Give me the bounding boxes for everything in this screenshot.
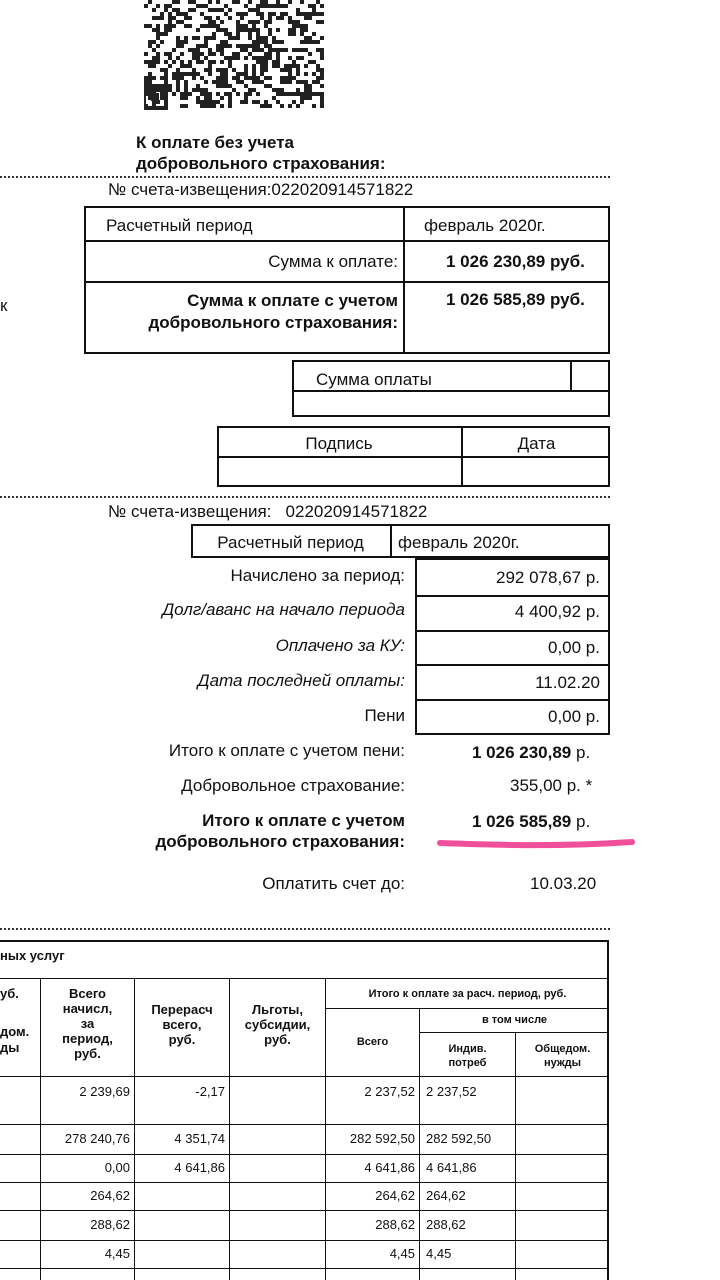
col-benefits-header: Льготы, субсидии, руб. <box>244 1002 311 1047</box>
paid-label: Оплачено за КУ: <box>275 636 405 655</box>
cell-indiv: 282 592,50 <box>426 1131 492 1146</box>
cell-all: 264,62 <box>375 1188 415 1203</box>
sum-label: Сумма к оплате: <box>268 252 398 271</box>
date-label: Дата <box>517 434 556 453</box>
cell-total: 2 239,69 <box>79 1084 130 1099</box>
receipt-account-number: № счета-извещения: 022020914571822 <box>108 502 428 521</box>
divider <box>0 496 610 498</box>
qr-code-image <box>144 0 324 110</box>
payment-amount-label: Сумма оплаты <box>316 370 432 389</box>
col-rub-fragment: уб. <box>0 986 19 1001</box>
cell-total: 4,45 <box>104 1246 130 1261</box>
cell-recalc: 4 351,74 <box>174 1131 225 1146</box>
col-total-header: Всего начисл, за период, руб. <box>62 986 113 1061</box>
col-all-header: Всего <box>356 1036 389 1048</box>
cell-all: 4 641,86 <box>364 1160 415 1175</box>
col-incl-header: в том числе <box>481 1014 548 1026</box>
cell-total: 0,00 <box>104 1160 130 1175</box>
last-payment-value: 11.02.20 <box>535 673 600 692</box>
debt-value: 4 400,92 р. <box>514 602 600 621</box>
left-fragment: к <box>0 296 8 315</box>
paid-value: 0,00 р. <box>548 638 600 657</box>
cell-indiv: 4 641,86 <box>426 1160 477 1175</box>
account-number: № счета-извещения:022020914571822 <box>108 180 414 199</box>
total-insurance-value: 1 026 585,89 р. <box>472 812 591 831</box>
last-payment-label: Дата последней оплаты: <box>197 671 405 690</box>
pay-by-value: 10.03.20 <box>530 874 597 893</box>
to-pay-label: К оплате без учета добровольного страхования: <box>136 133 386 173</box>
cell-indiv: 264,62 <box>426 1188 466 1203</box>
cell-total: 278 240,76 <box>64 1131 130 1146</box>
period-value: февраль 2020г. <box>424 216 546 235</box>
receipt-period-label: Расчетный период <box>217 533 364 552</box>
cell-all: 282 592,50 <box>349 1131 415 1146</box>
cell-total: 288,62 <box>90 1217 130 1232</box>
col-indiv-header: Индив. потреб <box>448 1043 487 1069</box>
cell-indiv: 288,62 <box>426 1217 466 1232</box>
insurance-label: Добровольное страхование: <box>181 776 405 795</box>
total-peni-value: 1 026 230,89 р. <box>472 743 591 762</box>
cell-all: 2 237,52 <box>364 1084 415 1099</box>
services-title: ных услуг <box>0 948 65 963</box>
divider <box>0 928 610 930</box>
highlight-underline <box>436 834 636 850</box>
cell-total: 264,62 <box>90 1188 130 1203</box>
total-insurance-label: Итого к оплате с учетом добровольного страхования: <box>155 811 405 851</box>
cell-all: 288,62 <box>375 1217 415 1232</box>
charged-label: Начислено за период: <box>230 566 405 585</box>
total-peni-label: Итого к оплате с учетом пени: <box>168 741 405 760</box>
col-odn-fragment: дом. ды <box>0 1024 30 1055</box>
cell-recalc: -2,17 <box>195 1084 225 1099</box>
sum-insurance-label: Сумма к оплате с учетом добровольного страхования: <box>148 291 398 332</box>
col-recalc-header: Перерасч всего, руб. <box>151 1002 213 1047</box>
sum-value: 1 026 230,89 руб. <box>446 252 585 271</box>
peni-label: Пени <box>364 706 405 725</box>
charged-value: 292 078,67 р. <box>496 568 600 587</box>
debt-label: Долг/аванс на начало периода <box>162 600 405 619</box>
cell-all: 4,45 <box>389 1246 415 1261</box>
receipt-period-value: февраль 2020г. <box>398 533 520 552</box>
col-itogo-header: Итого к оплате за расч. период, руб. <box>368 988 567 1000</box>
col-common-header: Общедом. нужды <box>534 1043 591 1069</box>
cell-indiv: 2 237,52 <box>426 1084 477 1099</box>
insurance-value: 355,00 р. * <box>510 776 593 795</box>
sum-insurance-value: 1 026 585,89 руб. <box>446 290 585 309</box>
divider <box>0 176 610 178</box>
period-label: Расчетный период <box>106 216 253 235</box>
cell-indiv: 4,45 <box>426 1246 452 1261</box>
signature-label: Подпись <box>305 434 373 453</box>
peni-value: 0,00 р. <box>548 707 600 726</box>
pay-by-label: Оплатить счет до: <box>262 874 405 893</box>
cell-recalc: 4 641,86 <box>174 1160 225 1175</box>
